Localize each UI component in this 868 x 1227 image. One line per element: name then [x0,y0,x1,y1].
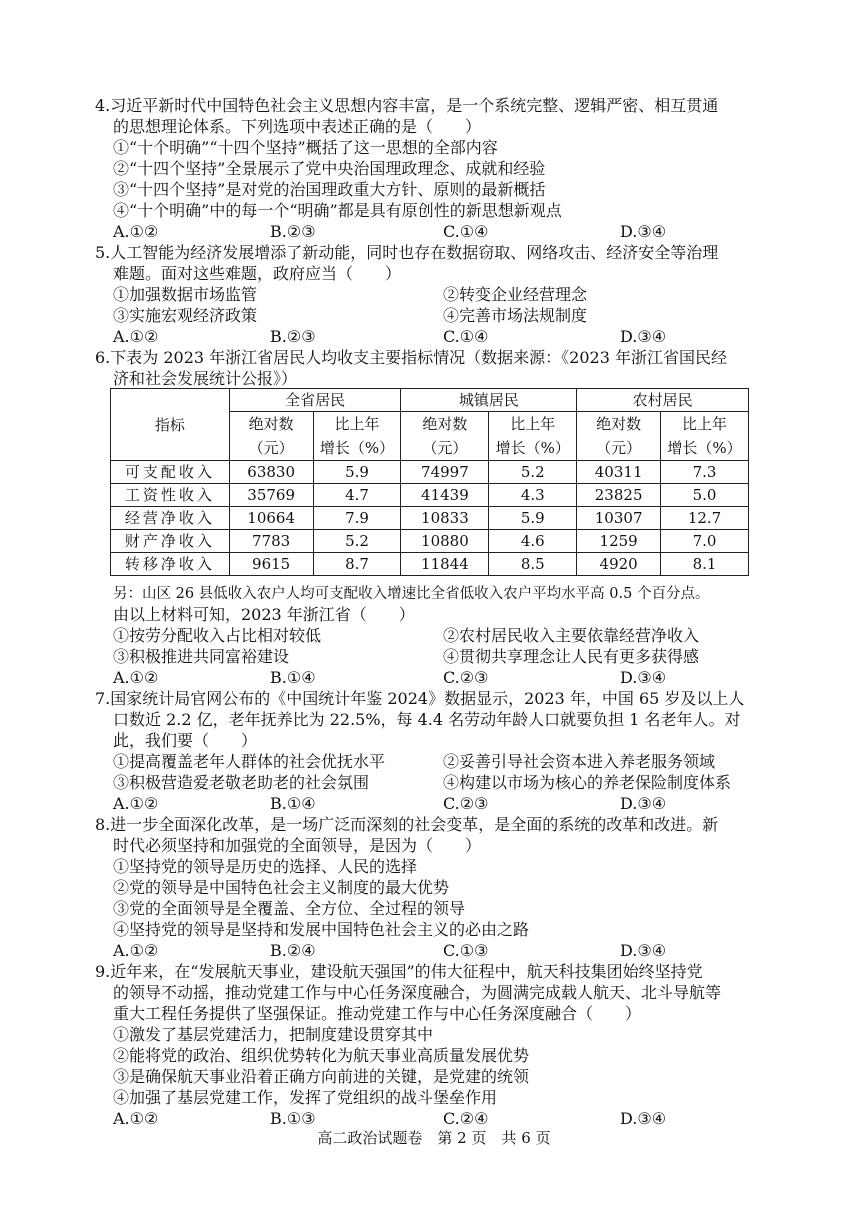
q8-choice-d[interactable]: D.③④ [620,941,667,960]
q5-item-4: ④完善市场法规制度 [443,306,588,325]
table-subheader-pct: 增长（%） [661,436,749,461]
q8-stem-line1: 8.进一步全面深化改革，是一场广泛而深刻的社会变革，是全面的系统的改革和改进。新 [95,815,719,834]
q7-choice-b[interactable]: B.①④ [270,794,316,813]
q7-stem-line3: 此，我们要（ ） [113,731,258,750]
table-subheader-growth: 比上年 [489,412,577,437]
table-cell: 4.7 [313,484,401,507]
table-cell: 5.2 [313,530,401,553]
q9-stem-line2: 的领导不动摇，推动党建工作与中心任务深度融合，为圆满完成载人航天、北斗导航等 [113,983,722,1002]
table-cell: 74997 [401,461,489,484]
table-cell: 1259 [577,530,661,553]
table-cell: 40311 [577,461,661,484]
page-footer: 高二政治试题卷 第 2 页 共 6 页 [317,1129,551,1147]
q7-stem-line1: 7.国家统计局官网公布的《中国统计年鉴 2024》数据显示，2023 年，中国 65 岁及以上人 [95,689,745,708]
q6-item-4: ④贯彻共享理念让人民有更多获得感 [443,647,700,666]
table-row [111,461,749,484]
q7-item-1: ①提高覆盖老年人群体的社会优抚水平 [113,752,386,771]
q4-item-3: ③“十四个坚持”是对党的治国理政重大方针、原则的最新概括 [113,180,546,199]
table-group-urban: 城镇居民 [401,389,577,412]
q6-item-3: ③积极推进共同富裕建设 [113,647,290,666]
table-row [111,530,749,553]
q6-choice-c[interactable]: C.②③ [443,668,489,687]
table-cell: 4920 [577,553,661,576]
q6-stem-line3: 由以上材料可知，2023 年浙江省（ ） [113,605,415,624]
q6-item-1: ①按劳分配收入占比相对较低 [113,626,322,645]
q4-choice-b[interactable]: B.②③ [270,222,316,241]
row-label: 工资性收入 [111,484,230,507]
table-cell: 7783 [229,530,313,553]
q6-item-2: ②农村居民收入主要依靠经营净收入 [443,626,700,645]
table-cell: 4.3 [489,484,577,507]
q4-stem-line1: 4.习近平新时代中国特色社会主义思想内容丰富，是一个系统完整、逻辑严密、相互贯通 [95,96,719,115]
table-subheader-unit: （元） [229,436,313,461]
q8-stem-line2: 时代必须坚持和加强党的全面领导，是因为（ ） [113,836,482,855]
q9-choice-d[interactable]: D.③④ [620,1109,667,1128]
q8-choice-a[interactable]: A.①② [113,941,159,960]
income-table [110,388,749,576]
table-cell: 4.6 [489,530,577,553]
table-subheader-unit: （元） [577,436,661,461]
table-group-rural: 农村居民 [577,389,749,412]
table-cell: 5.9 [489,507,577,530]
table-cell: 5.2 [489,461,577,484]
q9-choice-b[interactable]: B.①③ [270,1109,316,1128]
q7-choice-c[interactable]: C.②③ [443,794,489,813]
table-cell: 8.7 [313,553,401,576]
q6-choice-d[interactable]: D.③④ [620,668,667,687]
q9-stem-line1: 9.近年来，在“发展航天事业，建设航天强国”的伟大征程中，航天科技集团始终坚持党 [95,962,703,981]
table-subheader-growth: 比上年 [313,412,401,437]
q5-stem-line2: 难题。面对这些难题，政府应当（ ） [113,264,402,283]
table-subheader-abs: 绝对数 [401,412,489,437]
table-cell: 11844 [401,553,489,576]
table-cell: 8.5 [489,553,577,576]
q9-choice-a[interactable]: A.①② [113,1109,159,1128]
table-cell: 9615 [229,553,313,576]
table-cell: 10880 [401,530,489,553]
q9-choice-c[interactable]: C.②④ [443,1109,489,1128]
q5-choice-a[interactable]: A.①② [113,327,159,346]
q8-item-1: ①坚持党的领导是历史的选择、人民的选择 [113,857,418,876]
table-cell: 35769 [229,484,313,507]
table-subheader-abs: 绝对数 [229,412,313,437]
table-header-indicator: 指标 [111,389,230,461]
table-row [111,507,749,530]
table-cell: 7.3 [661,461,749,484]
table-cell: 10833 [401,507,489,530]
table-group-province: 全省居民 [229,389,401,412]
table-cell: 7.9 [313,507,401,530]
q8-choice-c[interactable]: C.①③ [443,941,489,960]
table-cell: 41439 [401,484,489,507]
q9-item-3: ③是确保航天事业沿着正确方向前进的关键，是党建的统领 [113,1067,530,1086]
q7-choice-d[interactable]: D.③④ [620,794,667,813]
row-label: 经营净收入 [111,507,230,530]
q9-item-1: ①激发了基层党建活力，把制度建设贯穿其中 [113,1025,434,1044]
table-subheader-abs: 绝对数 [577,412,661,437]
q5-choice-c[interactable]: C.①④ [443,327,489,346]
q5-item-1: ①加强数据市场监管 [113,285,258,304]
q6-note: 另：山区 26 县低收入农户人均可支配收入增速比全省低收入农户平均水平高 0.5 个百分点。 [113,586,710,602]
table-row [111,553,749,576]
table-cell: 5.9 [313,461,401,484]
q4-item-2: ②“十四个坚持”全景展示了党中央治国理政理念、成就和经验 [113,159,546,178]
table-cell: 12.7 [661,507,749,530]
row-label: 转移净收入 [111,553,230,576]
q7-item-3: ③积极营造爱老敬老助老的社会氛围 [113,773,370,792]
q4-stem-line2: 的思想理论体系。下列选项中表述正确的是（ ） [113,117,482,136]
table-cell: 5.0 [661,484,749,507]
table-cell: 63830 [229,461,313,484]
table-row [111,484,749,507]
q8-choice-b[interactable]: B.②④ [270,941,316,960]
q7-stem-line2: 口数近 2.2 亿，老年抚养比为 22.5%，每 4.4 名劳动年龄人口就要负担 1 名老年人。对 [113,710,741,729]
q7-choice-a[interactable]: A.①② [113,794,159,813]
q5-choice-d[interactable]: D.③④ [620,327,667,346]
q5-stem-line1: 5.人工智能为经济发展增添了新动能，同时也存在数据窃取、网络攻击、经济安全等治理 [95,243,719,262]
q6-choice-a[interactable]: A.①② [113,668,159,687]
q5-item-3: ③实施宏观经济政策 [113,306,258,325]
table-subheader-pct: 增长（%） [489,436,577,461]
table-cell: 10664 [229,507,313,530]
row-label: 财产净收入 [111,530,230,553]
q8-item-2: ②党的领导是中国特色社会主义制度的最大优势 [113,878,450,897]
table-cell: 8.1 [661,553,749,576]
q9-item-4: ④加强了基层党建工作，发挥了党组织的战斗堡垒作用 [113,1088,498,1107]
table-subheader-growth: 比上年 [661,412,749,437]
table-subheader-unit: （元） [401,436,489,461]
q7-item-4: ④构建以市场为核心的养老保险制度体系 [443,773,732,792]
q6-stem-line2: 济和社会发展统计公报》） [113,369,298,388]
q8-item-4: ④坚持党的领导是坚持和发展中国特色社会主义的必由之路 [113,920,530,939]
table-cell: 7.0 [661,530,749,553]
q9-stem-line3: 重大工程任务提供了坚强保证。推动党建工作与中心任务深度融合（ ） [113,1004,642,1023]
q9-item-2: ②能将党的政治、组织优势转化为航天事业高质量发展优势 [113,1046,530,1065]
q5-item-2: ②转变企业经营理念 [443,285,588,304]
q5-choice-b[interactable]: B.②③ [270,327,316,346]
q8-item-3: ③党的全面领导是全覆盖、全方位、全过程的领导 [113,899,466,918]
q4-item-1: ①“十个明确”“十四个坚持”概括了这一思想的全部内容 [113,138,498,157]
q7-item-2: ②妥善引导社会资本进入养老服务领域 [443,752,716,771]
table-subheader-pct: 增长（%） [313,436,401,461]
q4-item-4: ④“十个明确”中的每一个“明确”都是具有原创性的新思想新观点 [113,201,562,220]
q6-stem-line1: 6.下表为 2023 年浙江省居民人均收支主要指标情况（数据来源：《2023 年浙江省国民经 [95,348,727,367]
q4-choice-a[interactable]: A.①② [113,222,159,241]
row-label: 可支配收入 [111,461,230,484]
q4-choice-d[interactable]: D.③④ [620,222,667,241]
q6-choice-b[interactable]: B.①④ [270,668,316,687]
table-cell: 10307 [577,507,661,530]
table-cell: 23825 [577,484,661,507]
q4-choice-c[interactable]: C.①④ [443,222,489,241]
